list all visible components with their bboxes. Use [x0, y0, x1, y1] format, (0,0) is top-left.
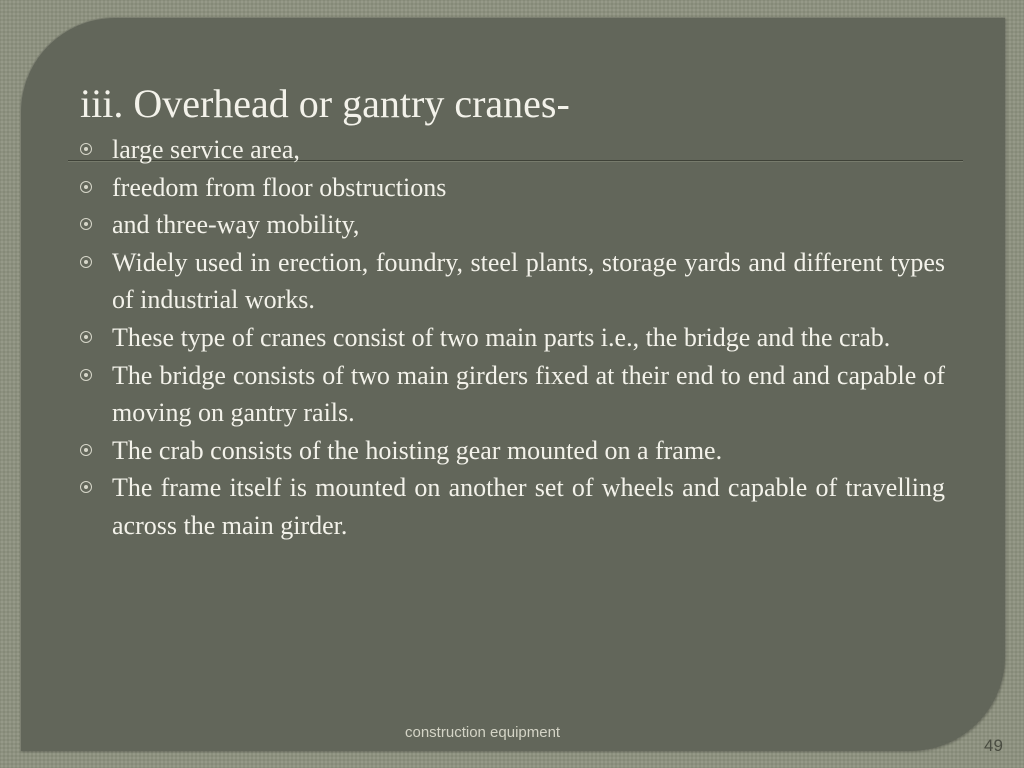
slide-title: iii. Overhead or gantry cranes- [80, 81, 570, 126]
bullet-text: The frame itself is mounted on another set of wheels and capable of travelling across the main girder. [112, 473, 945, 540]
bullet-text: freedom from floor obstructions [112, 172, 447, 202]
bullet-item [78, 131, 945, 169]
bullet-list [78, 131, 945, 545]
bullet-item [78, 357, 945, 432]
bullet-text: Widely used in erection, foundry, steel plants, storage yards and different types of industrial works. [112, 247, 945, 315]
bullet-text: and three-way mobility, [112, 210, 360, 240]
circle-dot-icon [80, 444, 92, 456]
circle-dot-icon [80, 331, 92, 343]
circle-dot-icon [80, 181, 92, 193]
bullet-text: The crab consists of the hoisting gear mounted on a frame. [112, 435, 723, 465]
bullet-item [78, 432, 945, 470]
circle-dot-icon [80, 369, 92, 381]
bullet-item [78, 169, 945, 207]
bullet-text: The bridge consists of two main girders fixed at their end to end and capable of moving on gantry rails. [112, 360, 945, 428]
circle-dot-icon [80, 143, 92, 155]
bullet-text: These type of cranes consist of two main parts i.e., the bridge and the crab. [112, 322, 891, 352]
circle-dot-icon [80, 256, 92, 268]
bullet-item [78, 469, 945, 544]
slide-footer: construction equipment [405, 724, 561, 741]
circle-dot-icon [80, 218, 92, 230]
bullet-item [78, 244, 945, 319]
bullet-item [78, 206, 945, 244]
bullet-text: large service area, [112, 135, 300, 164]
page-number: 49 [984, 736, 1003, 755]
circle-dot-icon [80, 481, 92, 493]
bullet-item [78, 319, 945, 357]
